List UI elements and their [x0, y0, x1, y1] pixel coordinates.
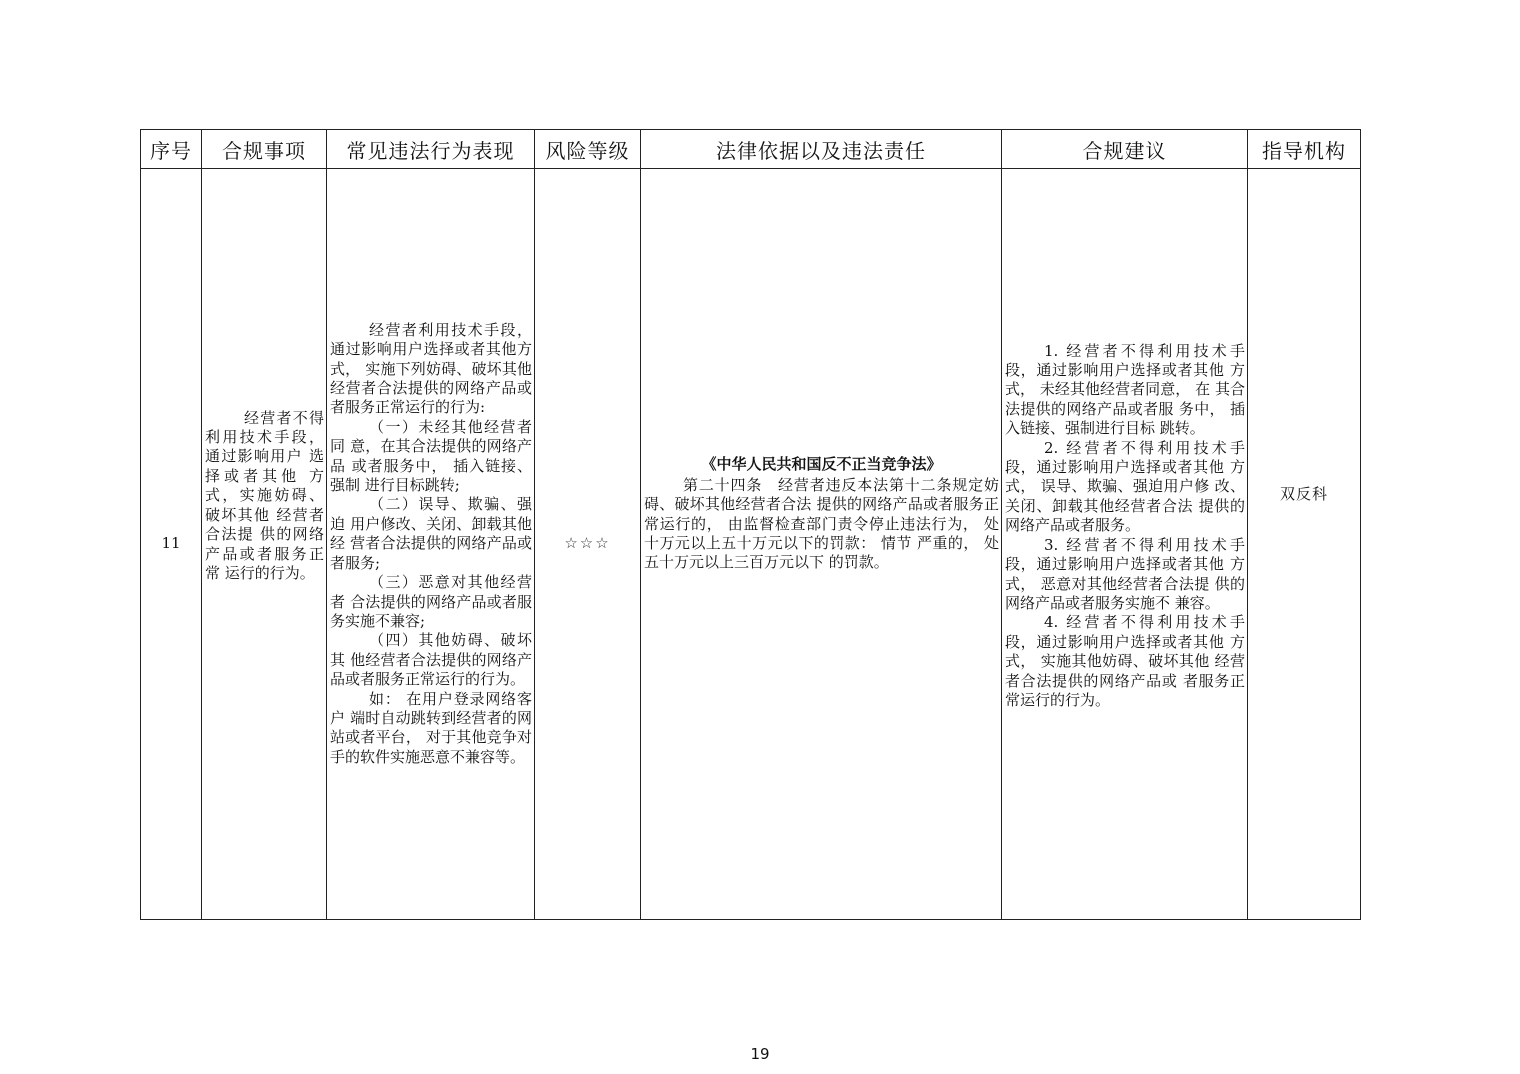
- behavior-example: 如： 在用户登录网络客户 端时自动跳转到经营者的网 站或者平台， 对于其他竞争对 手的软件实施恶意不兼容等。: [330, 689, 532, 766]
- advice-item: 4. 经营者不得利用技术手 段，通过影响用户选择或者其他 方式， 实施其他妨碍、破坏其他 经营者合法提供的网络产品或 者服务正常运行的行为。: [1005, 613, 1245, 709]
- compliance-table: [140, 129, 1361, 920]
- compliance-advice-cell: [1002, 169, 1248, 920]
- guiding-org: 双反科: [1248, 169, 1361, 920]
- row-number: 11: [141, 169, 202, 920]
- behavior-paragraph: （二）误导、欺骗、强迫 用户修改、关闭、卸载其他经 营者合法提供的网络产品或 者服务;: [330, 495, 532, 572]
- behavior-paragraph: 经营者利用技术手段， 通过影响用户选择或者其他方 式， 实施下列妨碍、破坏其他 经营者合法提供的网络产品或者服务正常运行的行为:: [330, 320, 532, 417]
- law-article-text: 第二十四条 经营者违反本法第十二条规定妨碍、破坏其他经营者合法 提供的网络产品或者服务正常运行的， 由监督检查部门责令停止违法行为， 处 十万元以上五十万元以下的罚款： 情节 严重的， 处五十万元以上三百万元以下 的罚款。: [644, 475, 999, 572]
- table-header-row: [141, 130, 1361, 169]
- compliance-item-text: 经营者不得利用技术手段，通过影响用户 选择或者其他 方式，实施妨碍、破坏其他 经营者合法提 供的网络产品或者服务正常 运行的行为。: [205, 408, 324, 582]
- law-title: 《中华人民共和国反不正当竞争法》: [701, 455, 942, 474]
- header-risk-level: 风险等级: [535, 130, 641, 169]
- legal-basis-cell: [641, 169, 1002, 920]
- risk-level-stars: ☆☆☆: [535, 169, 641, 920]
- advice-item: 3. 经营者不得利用技术手 段，通过影响用户选择或者其他 方式， 恶意对其他经营者合法提 供的网络产品或者服务实施不 兼容。: [1005, 535, 1245, 612]
- header-compliance-advice: 合规建议: [1002, 130, 1248, 169]
- compliance-item-cell: [202, 169, 327, 920]
- header-guiding-org: 指导机构: [1248, 130, 1361, 169]
- behavior-paragraph: （四）其他妨碍、破坏其 他经营者合法提供的网络产 品或者服务正常运行的行为。: [330, 631, 532, 689]
- header-compliance-item: 合规事项: [202, 130, 327, 169]
- behavior-paragraph: （一）未经其他经营者同 意，在其合法提供的网络产品 或者服务中， 插入链接、强制 进行目标跳转;: [330, 417, 532, 495]
- violation-behaviors-cell: [327, 169, 535, 920]
- table-row: [141, 169, 1361, 920]
- header-legal-basis: 法律依据以及违法责任: [641, 130, 1002, 169]
- advice-item: 1. 经营者不得利用技术手 段，通过影响用户选择或者其他 方式， 未经其他经营者同意， 在 其合法提供的网络产品或者服 务中， 插入链接、强制进行目标 跳转。: [1005, 341, 1245, 438]
- behavior-paragraph: （三）恶意对其他经营者 合法提供的网络产品或者服 务实施不兼容;: [330, 573, 532, 630]
- header-violation-behaviors: 常见违法行为表现: [327, 130, 535, 169]
- header-number: 序号: [141, 130, 202, 169]
- advice-item: 2. 经营者不得利用技术手 段，通过影响用户选择或者其他 方式， 误导、欺骗、强迫用户修 改、关闭、卸载其他经营者合法 提供的网络产品或者服务。: [1005, 438, 1245, 535]
- page-number: 19: [750, 1045, 770, 1063]
